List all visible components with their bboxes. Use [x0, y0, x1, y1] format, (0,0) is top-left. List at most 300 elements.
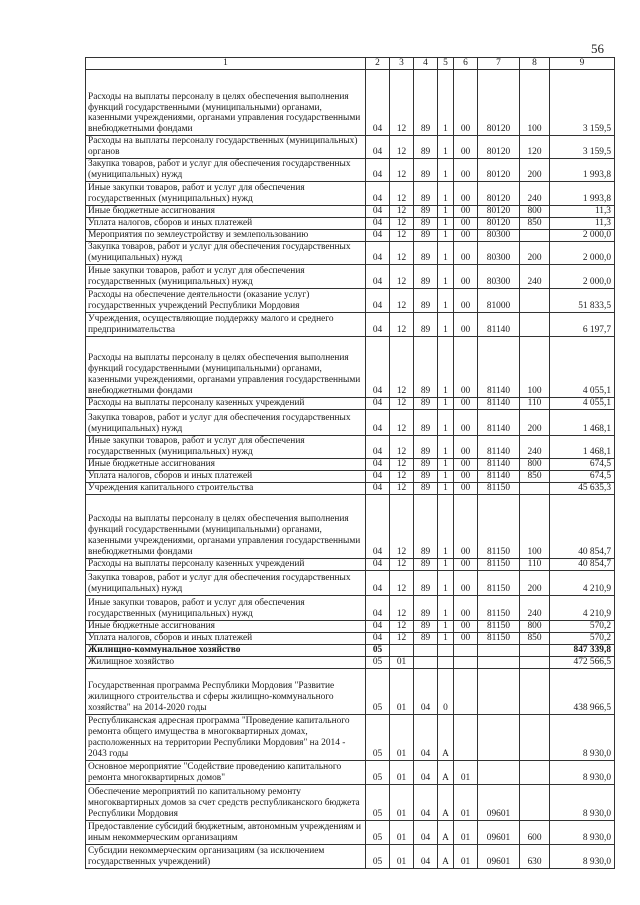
table-row: [86, 458, 615, 470]
amount: 3 159,5: [550, 70, 615, 136]
direction-code: 81150: [478, 620, 520, 632]
subsection-code: 01: [390, 760, 414, 784]
direction-code: 81150: [478, 595, 520, 620]
program-code: 89: [414, 570, 438, 595]
event-code: 00: [454, 482, 478, 494]
expense-type-code: 850: [520, 217, 550, 229]
row-name: Уплата налогов, сборов и иных платежей: [86, 470, 366, 482]
event-code: 00: [454, 288, 478, 312]
expense-type-code: [520, 312, 550, 336]
program-code: 89: [414, 312, 438, 336]
row-name: Учреждения, осуществляющие поддержку малого и среднего предпринимательства: [86, 312, 366, 336]
subsection-code: 12: [390, 470, 414, 482]
section-code: 05: [366, 656, 390, 668]
amount: 1 468,1: [550, 409, 615, 435]
subsection-code: 12: [390, 570, 414, 595]
event-code: 00: [454, 470, 478, 482]
subsection-code: 12: [390, 558, 414, 570]
direction-code: 81140: [478, 336, 520, 397]
event-code: 00: [454, 595, 478, 620]
amount: 4 055,1: [550, 336, 615, 397]
amount: 11,3: [550, 205, 615, 217]
program-code: 89: [414, 482, 438, 494]
row-name: Иные закупки товаров, работ и услуг для обеспечения государственных (муниципальных) нужд: [86, 181, 366, 205]
row-name: Расходы на выплаты персоналу государственных (муниципальных) органов: [86, 136, 366, 159]
amount: 6 197,7: [550, 312, 615, 336]
row-name: Расходы на выплаты персоналу казенных учреждений: [86, 397, 366, 409]
row-name: Расходы на выплаты персоналу в целях обеспечения выполнения функций государственными (муниципальными) органами, казенными учреждениями, органами управления государственными внебюджетными фондами: [86, 336, 366, 397]
table-row: [86, 595, 615, 620]
row-name: Иные бюджетные ассигнования: [86, 205, 366, 217]
row-name: Расходы на выплаты персоналу в целях обеспечения выполнения функций государственными (муниципальными) органами, казенными учреждениями, органами управления государственными внебюджетными фондами: [86, 494, 366, 558]
amount: 11,3: [550, 217, 615, 229]
amount: 3 159,5: [550, 136, 615, 159]
program-code: 04: [414, 668, 438, 714]
subprogram-code: [438, 644, 454, 656]
direction-code: 81150: [478, 632, 520, 644]
section-code: 04: [366, 482, 390, 494]
direction-code: 80300: [478, 264, 520, 288]
subsection-code: 12: [390, 288, 414, 312]
table-row: [86, 760, 615, 784]
direction-code: 80120: [478, 181, 520, 205]
amount: 8 930,0: [550, 784, 615, 820]
row-name: Жилищное хозяйство: [86, 656, 366, 668]
program-code: 89: [414, 205, 438, 217]
direction-code: 80120: [478, 158, 520, 181]
direction-code: 81140: [478, 458, 520, 470]
table-row: [86, 668, 615, 714]
subprogram-code: А: [438, 820, 454, 844]
program-code: 89: [414, 632, 438, 644]
subsection-code: 12: [390, 70, 414, 136]
event-code: 00: [454, 217, 478, 229]
program-code: 89: [414, 435, 438, 458]
subprogram-code: А: [438, 714, 454, 760]
program-code: 89: [414, 264, 438, 288]
expense-type-code: [520, 656, 550, 668]
expense-type-code: 600: [520, 820, 550, 844]
expense-type-code: 200: [520, 570, 550, 595]
section-code: 04: [366, 158, 390, 181]
subprogram-code: 1: [438, 312, 454, 336]
direction-code: 81140: [478, 470, 520, 482]
expense-type-code: [520, 644, 550, 656]
section-code: 05: [366, 820, 390, 844]
subprogram-code: 1: [438, 217, 454, 229]
expense-type-code: 800: [520, 205, 550, 217]
event-code: 00: [454, 229, 478, 241]
amount: 2 000,0: [550, 264, 615, 288]
subprogram-code: А: [438, 784, 454, 820]
table-row: [86, 820, 615, 844]
budget-table: [85, 57, 615, 869]
direction-code: 80120: [478, 217, 520, 229]
expense-type-code: 630: [520, 844, 550, 868]
expense-type-code: [520, 482, 550, 494]
subsection-code: 12: [390, 181, 414, 205]
section-code: 04: [366, 458, 390, 470]
table-row: [86, 136, 615, 159]
row-name: Закупка товаров, работ и услуг для обеспечения государственных (муниципальных) нужд: [86, 158, 366, 181]
table-row: [86, 435, 615, 458]
subprogram-code: 1: [438, 632, 454, 644]
row-name: Закупка товаров, работ и услуг для обеспечения государственных (муниципальных) нужд: [86, 570, 366, 595]
section-code: 05: [366, 784, 390, 820]
header-cell: 1: [86, 58, 366, 70]
subsection-code: 01: [390, 668, 414, 714]
subprogram-code: 1: [438, 205, 454, 217]
subprogram-code: [438, 656, 454, 668]
subsection-code: 12: [390, 620, 414, 632]
table-row: [86, 288, 615, 312]
event-code: 00: [454, 241, 478, 264]
table-row: [86, 620, 615, 632]
section-code: 04: [366, 288, 390, 312]
program-code: 89: [414, 494, 438, 558]
expense-type-code: 100: [520, 70, 550, 136]
table-row: [86, 470, 615, 482]
subsection-code: 12: [390, 264, 414, 288]
amount: 8 930,0: [550, 714, 615, 760]
section-code: 05: [366, 644, 390, 656]
amount: 570,2: [550, 620, 615, 632]
subsection-code: 12: [390, 632, 414, 644]
section-code: 04: [366, 570, 390, 595]
program-code: 04: [414, 760, 438, 784]
program-code: 89: [414, 397, 438, 409]
event-code: 00: [454, 158, 478, 181]
subsection-code: 12: [390, 595, 414, 620]
section-code: 04: [366, 397, 390, 409]
program-code: 89: [414, 229, 438, 241]
expense-type-code: 240: [520, 181, 550, 205]
direction-code: 81150: [478, 482, 520, 494]
section-code: 04: [366, 435, 390, 458]
header-cell: 9: [550, 58, 615, 70]
header-cell: 3: [390, 58, 414, 70]
table-row: [86, 205, 615, 217]
table-row: [86, 570, 615, 595]
subprogram-code: 1: [438, 595, 454, 620]
row-name: Республиканская адресная программа "Проведение капитального ремонта общего имущества в многоквартирных домах, расположенных на территории Республики Мордовия" на 2014 - 2043 годы: [86, 714, 366, 760]
subsection-code: 01: [390, 844, 414, 868]
section-code: 05: [366, 844, 390, 868]
table-row: [86, 784, 615, 820]
header-cell: 5: [438, 58, 454, 70]
event-code: 00: [454, 570, 478, 595]
subsection-code: 12: [390, 482, 414, 494]
subprogram-code: А: [438, 844, 454, 868]
subprogram-code: 1: [438, 70, 454, 136]
subsection-code: 12: [390, 241, 414, 264]
subprogram-code: 1: [438, 570, 454, 595]
event-code: 01: [454, 760, 478, 784]
section-code: 04: [366, 70, 390, 136]
table-row: [86, 336, 615, 397]
subprogram-code: 1: [438, 458, 454, 470]
expense-type-code: [520, 784, 550, 820]
subprogram-code: А: [438, 760, 454, 784]
subsection-code: 01: [390, 820, 414, 844]
subsection-code: 01: [390, 656, 414, 668]
page-number: 56: [591, 41, 604, 56]
section-code: 04: [366, 470, 390, 482]
event-code: 00: [454, 435, 478, 458]
section-code: 04: [366, 264, 390, 288]
subprogram-code: 1: [438, 494, 454, 558]
amount: 570,2: [550, 632, 615, 644]
expense-type-code: 100: [520, 336, 550, 397]
subprogram-code: 1: [438, 336, 454, 397]
header-cell: 4: [414, 58, 438, 70]
expense-type-code: 240: [520, 264, 550, 288]
direction-code: 80300: [478, 241, 520, 264]
program-code: 89: [414, 136, 438, 159]
subsection-code: 12: [390, 158, 414, 181]
section-code: 04: [366, 181, 390, 205]
direction-code: 81140: [478, 435, 520, 458]
section-code: 04: [366, 205, 390, 217]
event-code: [454, 656, 478, 668]
subprogram-code: 1: [438, 409, 454, 435]
expense-type-code: 850: [520, 632, 550, 644]
direction-code: 09601: [478, 784, 520, 820]
table-row: [86, 70, 615, 136]
section-code: 04: [366, 241, 390, 264]
subsection-code: 12: [390, 312, 414, 336]
table-row: [86, 217, 615, 229]
header-cell: 6: [454, 58, 478, 70]
row-name: Расходы на обеспечение деятельности (оказание услуг) государственных учреждений Республики Мордовия: [86, 288, 366, 312]
program-code: 89: [414, 336, 438, 397]
program-code: 89: [414, 558, 438, 570]
expense-type-code: 240: [520, 595, 550, 620]
row-name: Иные закупки товаров, работ и услуг для обеспечения государственных (муниципальных) нужд: [86, 435, 366, 458]
table-row: [86, 494, 615, 558]
direction-code: 81150: [478, 494, 520, 558]
section-code: 05: [366, 760, 390, 784]
header-cell: 7: [478, 58, 520, 70]
table-row: [86, 264, 615, 288]
header-cell: 2: [366, 58, 390, 70]
expense-type-code: 850: [520, 470, 550, 482]
amount: 1 468,1: [550, 435, 615, 458]
program-code: 04: [414, 714, 438, 760]
event-code: 01: [454, 844, 478, 868]
subprogram-code: 1: [438, 136, 454, 159]
row-name: Государственная программа Республики Мордовия "Развитие жилищного строительства и сферы жилищно-коммунального хозяйства" на 2014-2020 годы: [86, 668, 366, 714]
program-code: [414, 656, 438, 668]
program-code: 89: [414, 217, 438, 229]
table-row: [86, 158, 615, 181]
event-code: 00: [454, 620, 478, 632]
event-code: 00: [454, 494, 478, 558]
direction-code: [478, 656, 520, 668]
program-code: 89: [414, 288, 438, 312]
row-name: Расходы на выплаты персоналу в целях обеспечения выполнения функций государственными (муниципальными) органами, казенными учреждениями, органами управления государственными внебюджетными фондами: [86, 70, 366, 136]
subprogram-code: 1: [438, 181, 454, 205]
amount: 1 993,8: [550, 181, 615, 205]
subsection-code: 01: [390, 714, 414, 760]
subsection-code: 12: [390, 229, 414, 241]
header-cell: 8: [520, 58, 550, 70]
direction-code: 80120: [478, 70, 520, 136]
expense-type-code: 110: [520, 558, 550, 570]
event-code: [454, 714, 478, 760]
subprogram-code: 0: [438, 668, 454, 714]
section-code: 04: [366, 632, 390, 644]
amount: 8 930,0: [550, 844, 615, 868]
section-code: 04: [366, 494, 390, 558]
section-code: 05: [366, 714, 390, 760]
section-code: 04: [366, 409, 390, 435]
table-row: [86, 714, 615, 760]
section-code: 05: [366, 668, 390, 714]
row-name: Субсидии некоммерческим организациям (за исключением государственных учреждений): [86, 844, 366, 868]
row-name: Основное мероприятие "Содействие проведению капитального ремонта многоквартирных домов": [86, 760, 366, 784]
table-row: [86, 644, 615, 656]
subsection-code: 12: [390, 217, 414, 229]
direction-code: 81000: [478, 288, 520, 312]
direction-code: 81150: [478, 558, 520, 570]
row-name: Мероприятия по землеустройству и землепользованию: [86, 229, 366, 241]
section-code: 04: [366, 336, 390, 397]
amount: 847 339,8: [550, 644, 615, 656]
table-row: [86, 229, 615, 241]
direction-code: 80300: [478, 229, 520, 241]
expense-type-code: 200: [520, 158, 550, 181]
event-code: 00: [454, 136, 478, 159]
section-code: 04: [366, 595, 390, 620]
amount: 8 930,0: [550, 820, 615, 844]
expense-type-code: [520, 714, 550, 760]
expense-type-code: 800: [520, 620, 550, 632]
row-name: Закупка товаров, работ и услуг для обеспечения государственных (муниципальных) нужд: [86, 241, 366, 264]
section-code: 04: [366, 217, 390, 229]
header-row: [86, 58, 615, 70]
event-code: 00: [454, 458, 478, 470]
amount: 40 854,7: [550, 494, 615, 558]
subsection-code: 12: [390, 336, 414, 397]
amount: 4 210,9: [550, 570, 615, 595]
subsection-code: 12: [390, 458, 414, 470]
event-code: [454, 668, 478, 714]
subprogram-code: 1: [438, 470, 454, 482]
expense-type-code: [520, 288, 550, 312]
row-name: Предоставление субсидий бюджетным, автономным учреждениям и иным некоммерческим организациям: [86, 820, 366, 844]
subprogram-code: 1: [438, 288, 454, 312]
event-code: 00: [454, 70, 478, 136]
expense-type-code: [520, 760, 550, 784]
direction-code: 09601: [478, 844, 520, 868]
event-code: 00: [454, 264, 478, 288]
event-code: 01: [454, 784, 478, 820]
subsection-code: 12: [390, 435, 414, 458]
subsection-code: 12: [390, 397, 414, 409]
program-code: 04: [414, 784, 438, 820]
table-row: [86, 409, 615, 435]
table-row: [86, 181, 615, 205]
program-code: [414, 644, 438, 656]
row-name: Уплата налогов, сборов и иных платежей: [86, 217, 366, 229]
table-row: [86, 632, 615, 644]
program-code: 04: [414, 844, 438, 868]
program-code: 89: [414, 181, 438, 205]
expense-type-code: [520, 668, 550, 714]
amount: 51 833,5: [550, 288, 615, 312]
event-code: [454, 644, 478, 656]
table-row: [86, 558, 615, 570]
event-code: 00: [454, 181, 478, 205]
amount: 674,5: [550, 458, 615, 470]
subprogram-code: 1: [438, 558, 454, 570]
direction-code: [478, 760, 520, 784]
program-code: 89: [414, 241, 438, 264]
amount: 438 966,5: [550, 668, 615, 714]
expense-type-code: 200: [520, 409, 550, 435]
expense-type-code: 240: [520, 435, 550, 458]
amount: 40 854,7: [550, 558, 615, 570]
direction-code: [478, 644, 520, 656]
amount: 472 566,5: [550, 656, 615, 668]
amount: 2 000,0: [550, 241, 615, 264]
program-code: 89: [414, 470, 438, 482]
direction-code: [478, 668, 520, 714]
subprogram-code: 1: [438, 264, 454, 288]
amount: 2 000,0: [550, 229, 615, 241]
row-name: Учреждения капитального строительства: [86, 482, 366, 494]
table-row: [86, 482, 615, 494]
program-code: 89: [414, 620, 438, 632]
direction-code: 81150: [478, 570, 520, 595]
subsection-code: 12: [390, 136, 414, 159]
row-name: Иные закупки товаров, работ и услуг для обеспечения государственных (муниципальных) нужд: [86, 595, 366, 620]
direction-code: 80120: [478, 205, 520, 217]
amount: 45 635,3: [550, 482, 615, 494]
expense-type-code: [520, 229, 550, 241]
row-name: Иные бюджетные ассигнования: [86, 458, 366, 470]
section-code: 04: [366, 558, 390, 570]
subprogram-code: 1: [438, 620, 454, 632]
direction-code: 81140: [478, 397, 520, 409]
amount: 4 055,1: [550, 397, 615, 409]
event-code: 00: [454, 205, 478, 217]
direction-code: 81140: [478, 409, 520, 435]
subprogram-code: 1: [438, 435, 454, 458]
subprogram-code: 1: [438, 397, 454, 409]
direction-code: 81140: [478, 312, 520, 336]
section-code: 04: [366, 620, 390, 632]
program-code: 89: [414, 409, 438, 435]
expense-type-code: 800: [520, 458, 550, 470]
program-code: 89: [414, 458, 438, 470]
section-code: 04: [366, 136, 390, 159]
subsection-code: [390, 644, 414, 656]
program-code: 89: [414, 70, 438, 136]
direction-code: 80120: [478, 136, 520, 159]
section-code: 04: [366, 229, 390, 241]
expense-type-code: 100: [520, 494, 550, 558]
expense-type-code: 120: [520, 136, 550, 159]
program-code: 89: [414, 158, 438, 181]
subprogram-code: 1: [438, 229, 454, 241]
row-name: Уплата налогов, сборов и иных платежей: [86, 632, 366, 644]
event-code: 00: [454, 336, 478, 397]
row-name: Расходы на выплаты персоналу казенных учреждений: [86, 558, 366, 570]
row-name: Иные закупки товаров, работ и услуг для обеспечения государственных (муниципальных) нужд: [86, 264, 366, 288]
subprogram-code: 1: [438, 158, 454, 181]
